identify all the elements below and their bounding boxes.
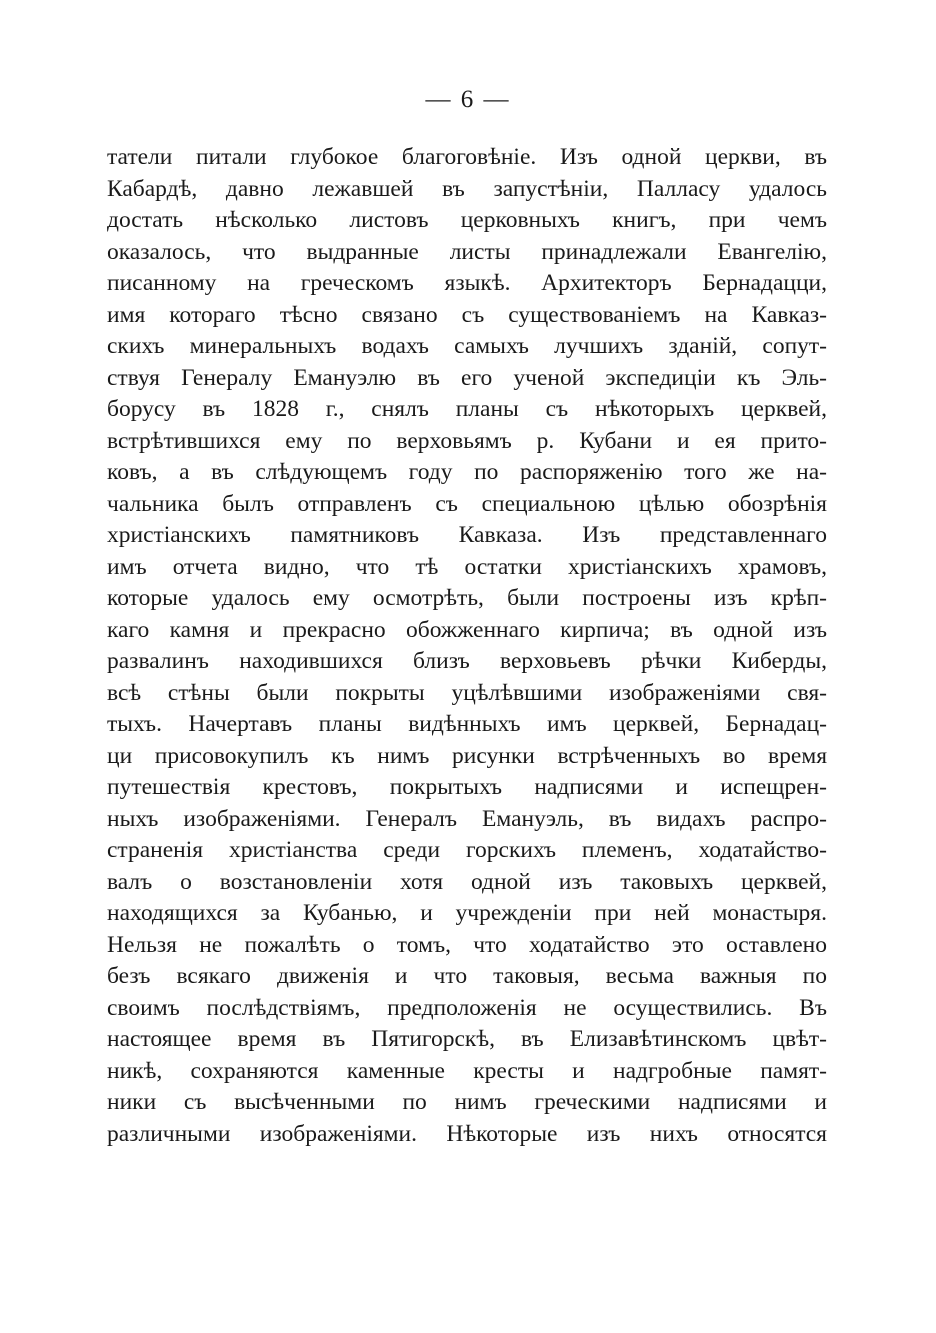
text-line: татели питали глубокое благоговѣніе. Изъ одной церкви, въ (107, 144, 827, 170)
text-line: имъ отчета видно, что тѣ остатки христіанскихъ храмовъ, (107, 553, 827, 580)
text-line: страненія христіанства среди горскихъ племенъ, ходатайство- (107, 837, 827, 863)
text-line: развалинъ находившихся близъ верховьевъ рѣчки Киберды, (107, 648, 827, 674)
text-line: христіанскихъ памятниковъ Кавказа. Изъ представленнаго (107, 522, 827, 548)
text-line: встрѣтившихся ему по верховьямъ р. Кубани и ея прито- (107, 427, 827, 454)
text-line: валъ о возстановленіи хотя одной изъ таковыхъ церквей, (107, 868, 827, 895)
text-line: чальника былъ отправленъ съ специальною цѣлью обозрѣнія (107, 490, 827, 517)
text-line: оказалось, что выдранные листы принадлежали Евангелію, (107, 238, 827, 265)
text-line: находящихся за Кубанью, и учрежденіи при ней монастыря. (107, 900, 827, 926)
text-line: ники съ высѣченными по нимъ греческими надписями и (107, 1089, 827, 1115)
text-line: Кабардѣ, давно лежавшей въ запустѣніи, Палласу удалось (107, 175, 827, 202)
text-line: тыхъ. Начертавъ планы видѣнныхъ имъ церквей, Бернадац- (107, 711, 827, 737)
page-number: — 6 — (425, 86, 511, 113)
text-line: достать нѣсколько листовъ церковныхъ книгъ, при чемъ (107, 207, 827, 233)
text-line: которые удалось ему осмотрѣть, были построены изъ крѣп- (107, 585, 827, 611)
text-line: каго камня и прекрасно обожженнаго кирпича; въ одной изъ (107, 616, 827, 643)
text-line: ствуя Генералу Емануэлю въ его ученой экспедиціи къ Эль- (107, 364, 827, 391)
text-line: никѣ, сохраняются каменные кресты и надгробные памят- (107, 1057, 827, 1084)
text-line: Нельзя не пожалѣть о томъ, что ходатайство это оставлено (107, 931, 827, 958)
text-line: своимъ послѣдствіямъ, предположенія не осуществились. Въ (107, 994, 827, 1021)
text-line: имя котораго тѣсно связано съ существованіемъ на Кавказ- (107, 301, 827, 328)
text-line: ныхъ изображеніями. Генералъ Емануэль, въ видахъ распро- (107, 805, 827, 832)
text-line: борусу въ 1828 г., снялъ планы съ нѣкоторыхъ церквей, (107, 396, 827, 422)
text-line: всѣ стѣны были покрыты уцѣлѣвшими изображеніями свя- (107, 679, 827, 706)
body-text (107, 142, 827, 1150)
text-line: ци присовокупилъ къ нимъ рисунки встрѣченныхъ во время (107, 742, 827, 769)
text-line: настоящее время въ Пятигорскѣ, въ Елизавѣтинскомъ цвѣт- (107, 1026, 827, 1052)
text-line: различными изображеніями. Нѣкоторые изъ нихъ относятся (107, 1120, 827, 1147)
text-line: писанному на греческомъ языкѣ. Архитекторъ Бернадацци, (107, 270, 827, 296)
text-line: безъ всякаго движенія и что таковыя, весьма важныя по (107, 963, 827, 989)
text-line: ковъ, а въ слѣдующемъ году по распоряженію того же на- (107, 459, 827, 485)
text-line: скихъ минеральныхъ водахъ самыхъ лучшихъ зданій, сопут- (107, 333, 827, 359)
text-line: путешествія крестовъ, покрытыхъ надписями и испещрен- (107, 774, 827, 800)
